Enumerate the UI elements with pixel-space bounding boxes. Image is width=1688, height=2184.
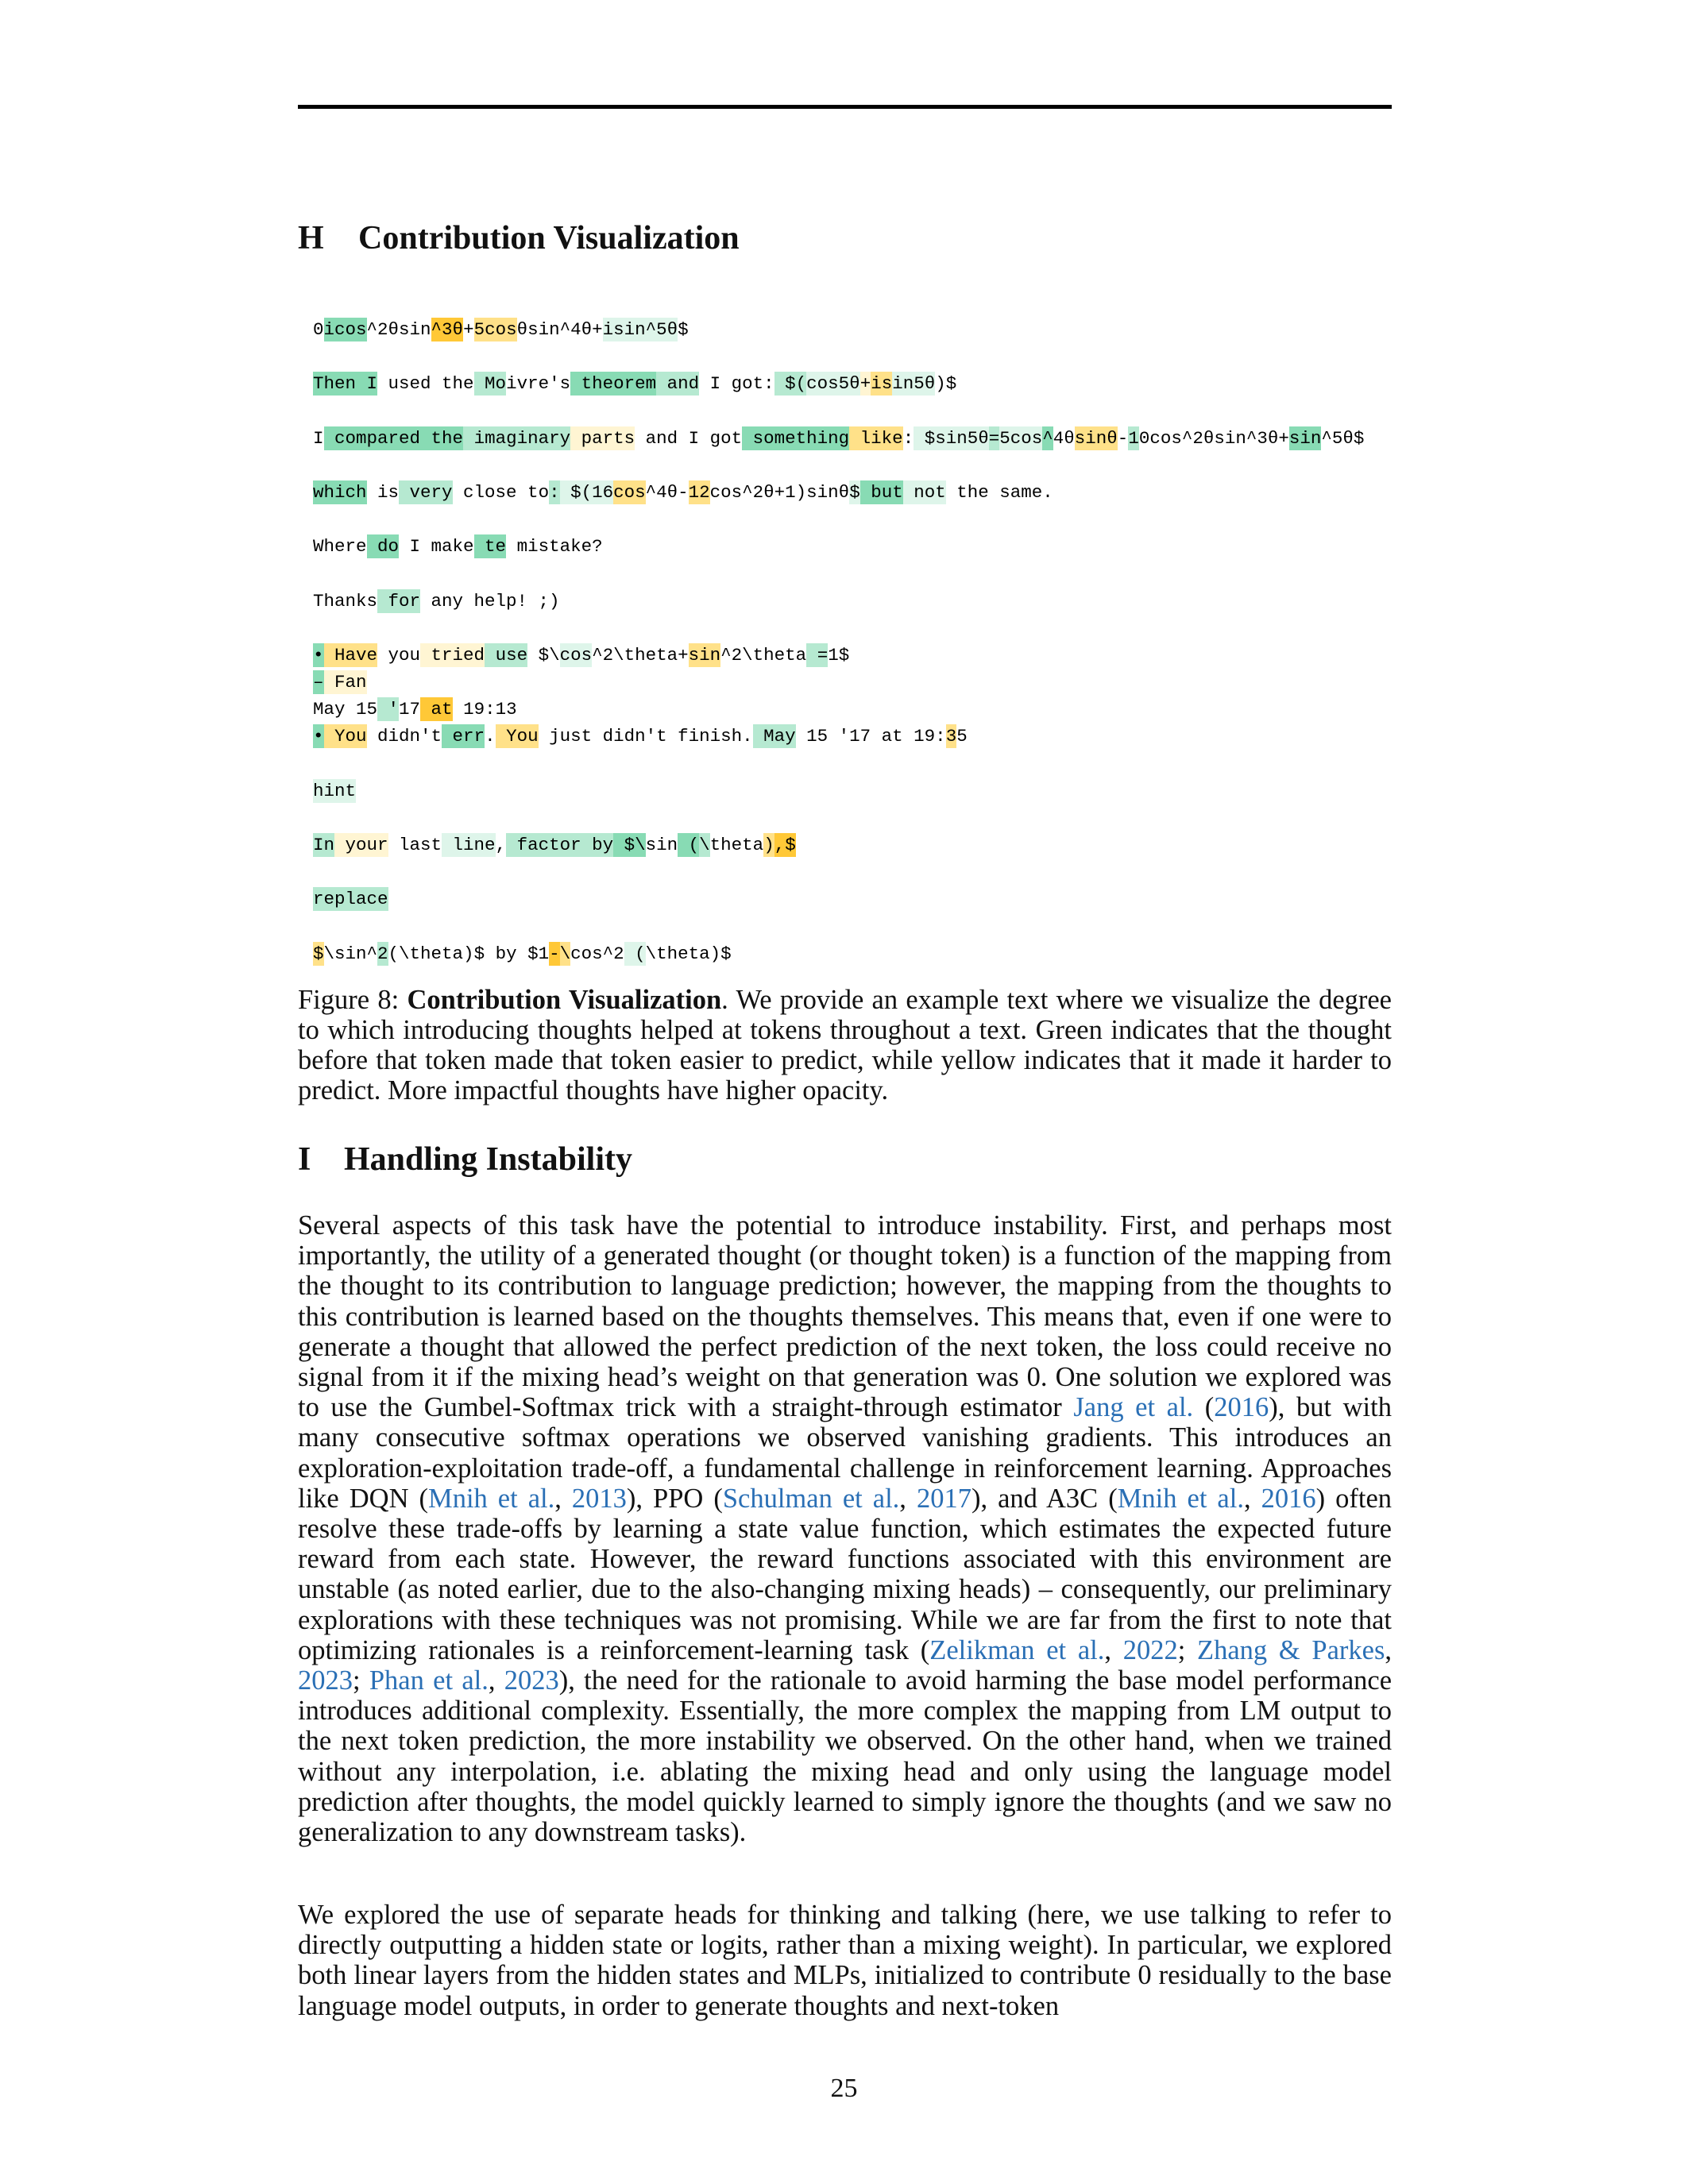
viz-token: replace (313, 889, 388, 909)
viz-token: Have (323, 645, 378, 666)
viz-token: = (806, 645, 829, 666)
paragraph-text: ), PPO ( (626, 1483, 723, 1514)
viz-token: didn't (366, 726, 442, 747)
viz-line (313, 697, 517, 721)
viz-token: you (377, 645, 421, 666)
viz-token: but (859, 482, 903, 503)
viz-token: sinθ (1074, 428, 1118, 449)
citation-link[interactable]: 2023 (504, 1665, 559, 1696)
section-number: I (298, 1141, 311, 1178)
viz-token: : (549, 482, 560, 503)
viz-token: at (420, 699, 453, 720)
viz-token: like (849, 428, 903, 449)
viz-token: 3 (945, 726, 957, 747)
viz-token: 0 (313, 319, 324, 340)
viz-token: theta (709, 835, 764, 855)
viz-token: I got: (699, 373, 774, 394)
viz-token: May 15 (313, 699, 378, 720)
page-number: 25 (830, 2074, 858, 2103)
viz-token: something (742, 428, 850, 449)
viz-token: used the (377, 373, 474, 394)
viz-line (313, 887, 388, 911)
viz-token: mistake? (506, 536, 603, 557)
viz-token: ^4θ- (645, 482, 689, 503)
viz-token: tried (420, 645, 485, 666)
viz-line (313, 724, 968, 748)
viz-token: factor (506, 835, 581, 855)
viz-token: 15 '17 at 19: (795, 726, 946, 747)
viz-token: is (366, 482, 400, 503)
viz-token: just didn't finish. (538, 726, 753, 747)
paragraph-text: , (1104, 1634, 1123, 1665)
viz-line (313, 670, 367, 694)
viz-token: 1$ (828, 645, 850, 666)
viz-token: do (366, 536, 400, 557)
viz-token: $(16 (559, 482, 614, 503)
viz-token: cos (806, 373, 839, 394)
paragraph-text: , (1243, 1483, 1261, 1514)
viz-token: • (313, 726, 324, 747)
viz-token: and (656, 373, 700, 394)
viz-token: Where (313, 536, 367, 557)
citation-link[interactable]: Zelikman et al. (929, 1634, 1105, 1665)
viz-token: ,$ (774, 835, 796, 855)
viz-token: close to (452, 482, 550, 503)
viz-token: 0cos^2θsin^3θ+ (1138, 428, 1289, 449)
viz-token: ^3θ (431, 319, 464, 340)
paragraph-text: Several aspects of this task have the potential to introduce instability. First, and perhaps most importantly, the utility of a generated thought (or thought token) is a function of the mapping from the thought to its contribution to language prediction; however, the mapping from the thoughts to this contribution is learned based on the thoughts themselves. This means that, even if one were to generate a thought that allowed the perfect prediction of the next token, the loss could receive no signal from it if the mixing head’s weight on that generation was 0. One solution we explored was to use the Gumbel-Softmax trick with a straight-through estimator (298, 1210, 1392, 1423)
viz-token: i (602, 319, 614, 340)
citation-link[interactable]: Zhang & Parkes (1197, 1634, 1385, 1665)
paragraph-text: ), and A3C ( (971, 1483, 1118, 1514)
viz-token: : (902, 428, 914, 449)
viz-line (313, 534, 603, 558)
section-title: Contribution Visualization (358, 220, 740, 257)
viz-token: 4θ (1053, 428, 1075, 449)
viz-token: In (313, 835, 335, 855)
viz-token: )$ (935, 373, 957, 394)
viz-token: compared (323, 428, 421, 449)
paragraph-text: ), but with many consecutive softmax operations we observed vanishing gradients. This introduces an exploration-exploitation trade-off, a fundamental challenge in reinforcement learning. Approaches like DQN ( (298, 1392, 1392, 1514)
viz-token: ^2\theta+ (592, 645, 689, 666)
viz-token: cos (559, 645, 593, 666)
section-title: Handling Instability (344, 1141, 632, 1178)
viz-line (313, 833, 796, 857)
viz-token: sin (1288, 428, 1322, 449)
citation-link[interactable]: Mnih et al. (1117, 1483, 1244, 1514)
caption-text: . We provide an example text where we visualize the degree to which introducing thoughts helped at tokens throughout a text. Green indicates that the thought before that token made that token easier to predict, while yellow indicates that it made it harder to predict. More impactful thoughts have higher opacity. (298, 985, 1392, 1106)
citation-link[interactable]: Mnih et al. (428, 1483, 555, 1514)
viz-token: sin^5θ (613, 319, 678, 340)
viz-token: theorem (570, 373, 657, 394)
viz-token: Then I (313, 373, 378, 394)
viz-token: θsin^4θ+ (516, 319, 603, 340)
viz-token: $\ (527, 645, 560, 666)
viz-token: icos (323, 319, 367, 340)
viz-token: ' (377, 699, 400, 720)
viz-token: and I got (635, 428, 743, 449)
viz-token: \ (699, 835, 710, 855)
viz-token: You (495, 726, 539, 747)
viz-token: = (988, 428, 1000, 449)
paragraph-text: , (1385, 1634, 1393, 1665)
citation-link[interactable]: Jang et al. (1073, 1392, 1194, 1423)
viz-token: $ (678, 319, 689, 340)
paragraph-text: ) often resolve these trade-offs by learning a state value function, which estimates the expected future reward from each state. However, the reward functions associated with this environment are unstable (as noted earlier, due to the also-changing mixing heads) – consequently, our preliminary explorations with these techniques was not promising. While we are far from the first to note that optimizing rationales is a reinforcement-learning task ( (298, 1483, 1393, 1665)
viz-token: You (323, 726, 367, 747)
viz-token: Fan (323, 672, 367, 693)
viz-token: 1 (1128, 428, 1139, 449)
section-number: H (298, 220, 324, 257)
viz-token: \theta)$ (645, 943, 732, 964)
viz-token: ) (763, 835, 774, 855)
paragraph-text: ), the need for the rationale to avoid harming the base model performance introduces additional complexity. Essentially, the more complex the mapping from LM output to the next token prediction, the more instability we observed. On the other hand, when we trained without any interpolation, i.e. ablating the mixing head and only using the language model prediction after thoughts, the model quickly learned to simply ignore the thoughts (and we saw no generalization to any downstream tasks). (298, 1665, 1393, 1848)
viz-token: , (495, 835, 507, 855)
viz-token: $( (774, 373, 807, 394)
viz-token: 12 (688, 482, 710, 503)
paragraph-text: ; (1177, 1634, 1197, 1665)
paragraph-text: , (899, 1483, 917, 1514)
viz-token: + (859, 373, 871, 394)
viz-token: - (549, 943, 560, 964)
viz-token: 17 (399, 699, 421, 720)
caption-label: Figure 8: (298, 985, 408, 1015)
viz-token: $sin5θ (914, 428, 989, 449)
viz-token: the same. (945, 482, 1053, 503)
viz-token: any help! ;) (420, 591, 560, 612)
viz-token: 5cos (473, 319, 517, 340)
citation-link[interactable]: Schulman et al. (722, 1483, 900, 1514)
paragraph-text: ( (1193, 1392, 1215, 1423)
viz-token: which (313, 482, 367, 503)
viz-token: your (334, 835, 388, 855)
viz-token: • (313, 645, 324, 666)
viz-token: very (399, 482, 453, 503)
viz-token: . (485, 726, 496, 747)
citation-link[interactable]: 2016 (1214, 1392, 1269, 1423)
viz-token: last (388, 835, 442, 855)
section-heading-i (298, 1140, 632, 1179)
viz-line (313, 372, 956, 396)
viz-token: sin (645, 835, 678, 855)
body-paragraph-2: We explored the use of separate heads for thinking and talking (here, we use talking to refer to directly outputting a hidden state or logits, rather than a mixing weight). In particular, we explored both linear layers from the hidden states and MLPs, initialized to contribute 0 residually to the base language model outputs, in order to generate thoughts and next-token (298, 1900, 1392, 2021)
viz-token: err (442, 726, 485, 747)
viz-line (313, 779, 356, 803)
viz-token: May (752, 726, 796, 747)
viz-token: not (902, 482, 946, 503)
viz-token: in5θ (892, 373, 936, 394)
viz-token: 5θ (838, 373, 860, 394)
citation-link[interactable]: 2017 (916, 1483, 971, 1514)
viz-line (313, 480, 1053, 504)
viz-token: 5cos (999, 428, 1043, 449)
paragraph-text: , (488, 1665, 504, 1696)
viz-line (313, 318, 689, 341)
citation-link[interactable]: 2022 (1122, 1634, 1178, 1665)
viz-token: for (377, 591, 421, 612)
viz-token: is (871, 373, 893, 394)
paragraph-text: ; (353, 1665, 369, 1696)
viz-token: - (1117, 428, 1129, 449)
viz-line (313, 942, 732, 966)
viz-token: 5 (956, 726, 968, 747)
viz-token: imaginary (463, 428, 571, 449)
viz-token: ^ (1042, 428, 1053, 449)
viz-token: sin (688, 645, 721, 666)
caption-title: Contribution Visualization (407, 985, 722, 1015)
body-paragraph-1 (298, 1210, 1392, 1847)
viz-token: Thanks (313, 591, 378, 612)
viz-token: – (313, 672, 324, 693)
citation-link[interactable]: 2016 (1261, 1483, 1316, 1514)
viz-token: the (420, 428, 464, 449)
viz-token: by (581, 835, 614, 855)
viz-token: $ (849, 482, 860, 503)
viz-token: \ (559, 943, 571, 964)
viz-token: parts (570, 428, 635, 449)
viz-token: 19:13 (452, 699, 517, 720)
viz-token: hint (313, 781, 357, 801)
viz-token: ^2θsin (366, 319, 431, 340)
viz-token: \sin^ (323, 943, 378, 964)
viz-token: ^5θ$ (1321, 428, 1365, 449)
citation-link[interactable]: 2023 (298, 1665, 353, 1696)
citation-link[interactable]: Phan et al. (369, 1665, 489, 1696)
viz-token: ( (678, 835, 700, 855)
header-rule (298, 105, 1392, 109)
viz-token: $ (313, 943, 324, 964)
viz-token: I make (399, 536, 474, 557)
citation-link[interactable]: 2013 (571, 1483, 627, 1514)
viz-line (313, 589, 560, 613)
viz-line (313, 426, 1364, 450)
viz-token: line (442, 835, 496, 855)
viz-token: (\theta)$ by $1 (388, 943, 550, 964)
viz-token: te (473, 536, 507, 557)
viz-token: $\ (613, 835, 646, 855)
paragraph-text: , (554, 1483, 572, 1514)
viz-token: I (313, 428, 324, 449)
viz-line (313, 643, 849, 667)
viz-token: use (485, 645, 528, 666)
viz-token: cos (613, 482, 646, 503)
viz-token: ^2\theta (720, 645, 807, 666)
viz-token: cos^2θ+1)sinθ (709, 482, 850, 503)
section-heading-h (298, 219, 740, 257)
viz-token: 2 (377, 943, 388, 964)
viz-token: cos^2 (570, 943, 624, 964)
viz-token: ivre's (506, 373, 571, 394)
figure-caption (298, 985, 1392, 1106)
viz-token: ( (624, 943, 646, 964)
viz-token: + (463, 319, 474, 340)
viz-token: Mo (473, 373, 507, 394)
